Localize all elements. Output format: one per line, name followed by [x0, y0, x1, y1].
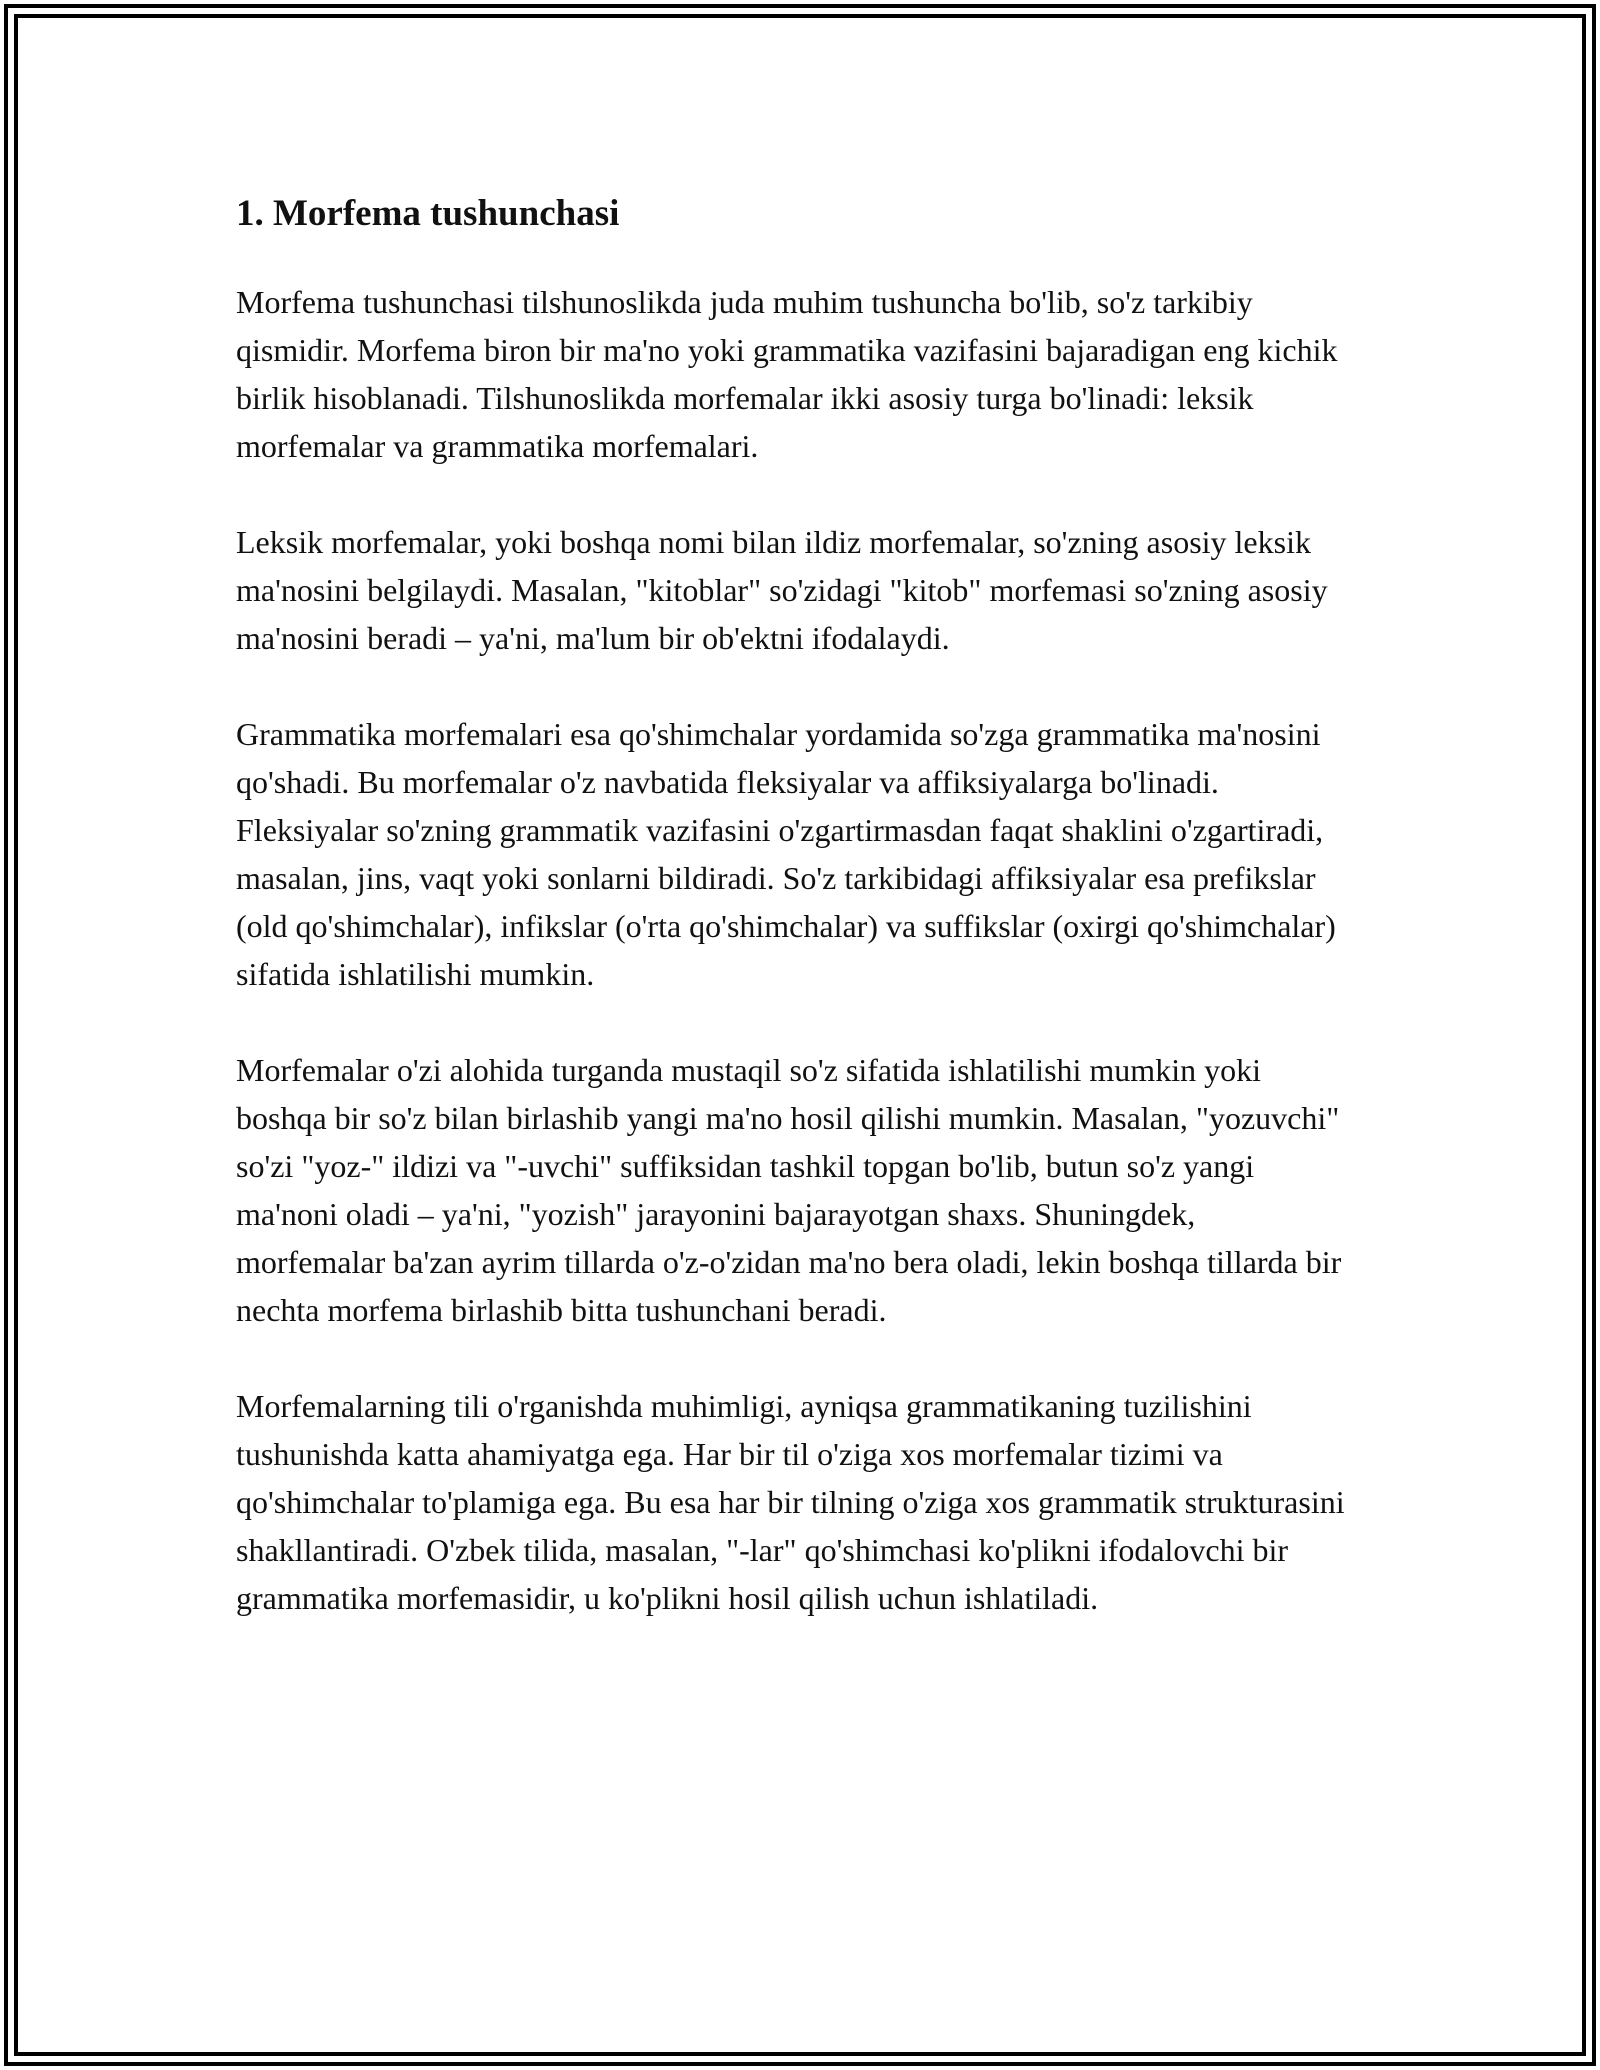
paragraph-morpheme-importance: Morfemalarning tili o'rganishda muhimligi, ayniqsa grammatikaning tuzilishini tushunishda katta ahamiyatga ega. Har bir til o'ziga xos morfemalar tizimi va qo'shimchalar to'plamiga ega. Bu esa har bir tilning o'ziga xos grammatik strukturasini shakllantiradi. O'zbek tilida, masalan, "-lar" qo'shimchasi ko'plikni ifodalovchi bir grammatika morfemasidir, u ko'plikni hosil qilish uchun ishlatiladi.: [236, 1388, 1345, 1616]
paragraph-morpheme-combination: Morfemalar o'zi alohida turganda mustaqil so'z sifatida ishlatilishi mumkin yoki boshqa bir so'z bilan birlashib yangi ma'no hosil qilishi mumkin. Masalan, "yozuvchi" so'zi "yoz-" ildizi va "-uvchi" suffiksidan tashkil topgan bo'lib, butun so'z yangi ma'noni oladi – ya'ni, "yozish" jarayonini bajarayotgan shaxs. Shuningdek, morfemalar ba'zan ayrim tillarda o'z-o'zidan ma'no bera oladi, lekin boshqa tillarda bir nechta morfema birlashib bitta tushunchani beradi.: [236, 1052, 1342, 1328]
paragraph-morpheme-definition: Morfema tushunchasi tilshunoslikda juda muhim tushuncha bo'lib, so'z tarkibiy qismidir. Morfema biron bir ma'no yoki grammatika vazifasini bajaradigan eng kichik birlik hisoblanadi. Tilshunoslikda morfemalar ikki asosiy turga bo'linadi: leksik morfemalar va grammatika morfemalari.: [236, 284, 1338, 464]
paragraph-grammatical-morphemes: Grammatika morfemalari esa qo'shimchalar yordamida so'zga grammatika ma'nosini qo'shadi. Bu morfemalar o'z navbatida fleksiyalar va affiksiyalarga bo'linadi. Fleksiyalar so'zning grammatik vazifasini o'zgartirmasdan faqat shaklini o'zgartiradi, masalan, jins, vaqt yoki sonlarni bildiradi. So'z tarkibidagi affiksiyalar esa prefikslar (old qo'shimchalar), infikslar (o'rta qo'shimchalar) va suffikslar (oxirgi qo'shimchalar) sifatida ishlatilishi mumkin.: [236, 716, 1336, 992]
document-body: [236, 186, 1348, 1622]
paragraph-lexical-morphemes: Leksik morfemalar, yoki boshqa nomi bilan ildiz morfemalar, so'zning asosiy leksik ma'nosini belgilaydi. Masalan, "kitoblar" so'zidagi "kitob" morfemasi so'zning asosiy ma'nosini beradi – ya'ni, ma'lum bir ob'ektni ifodalaydi.: [236, 524, 1328, 656]
section-heading: 1. Morfema tushunchasi: [236, 193, 620, 234]
